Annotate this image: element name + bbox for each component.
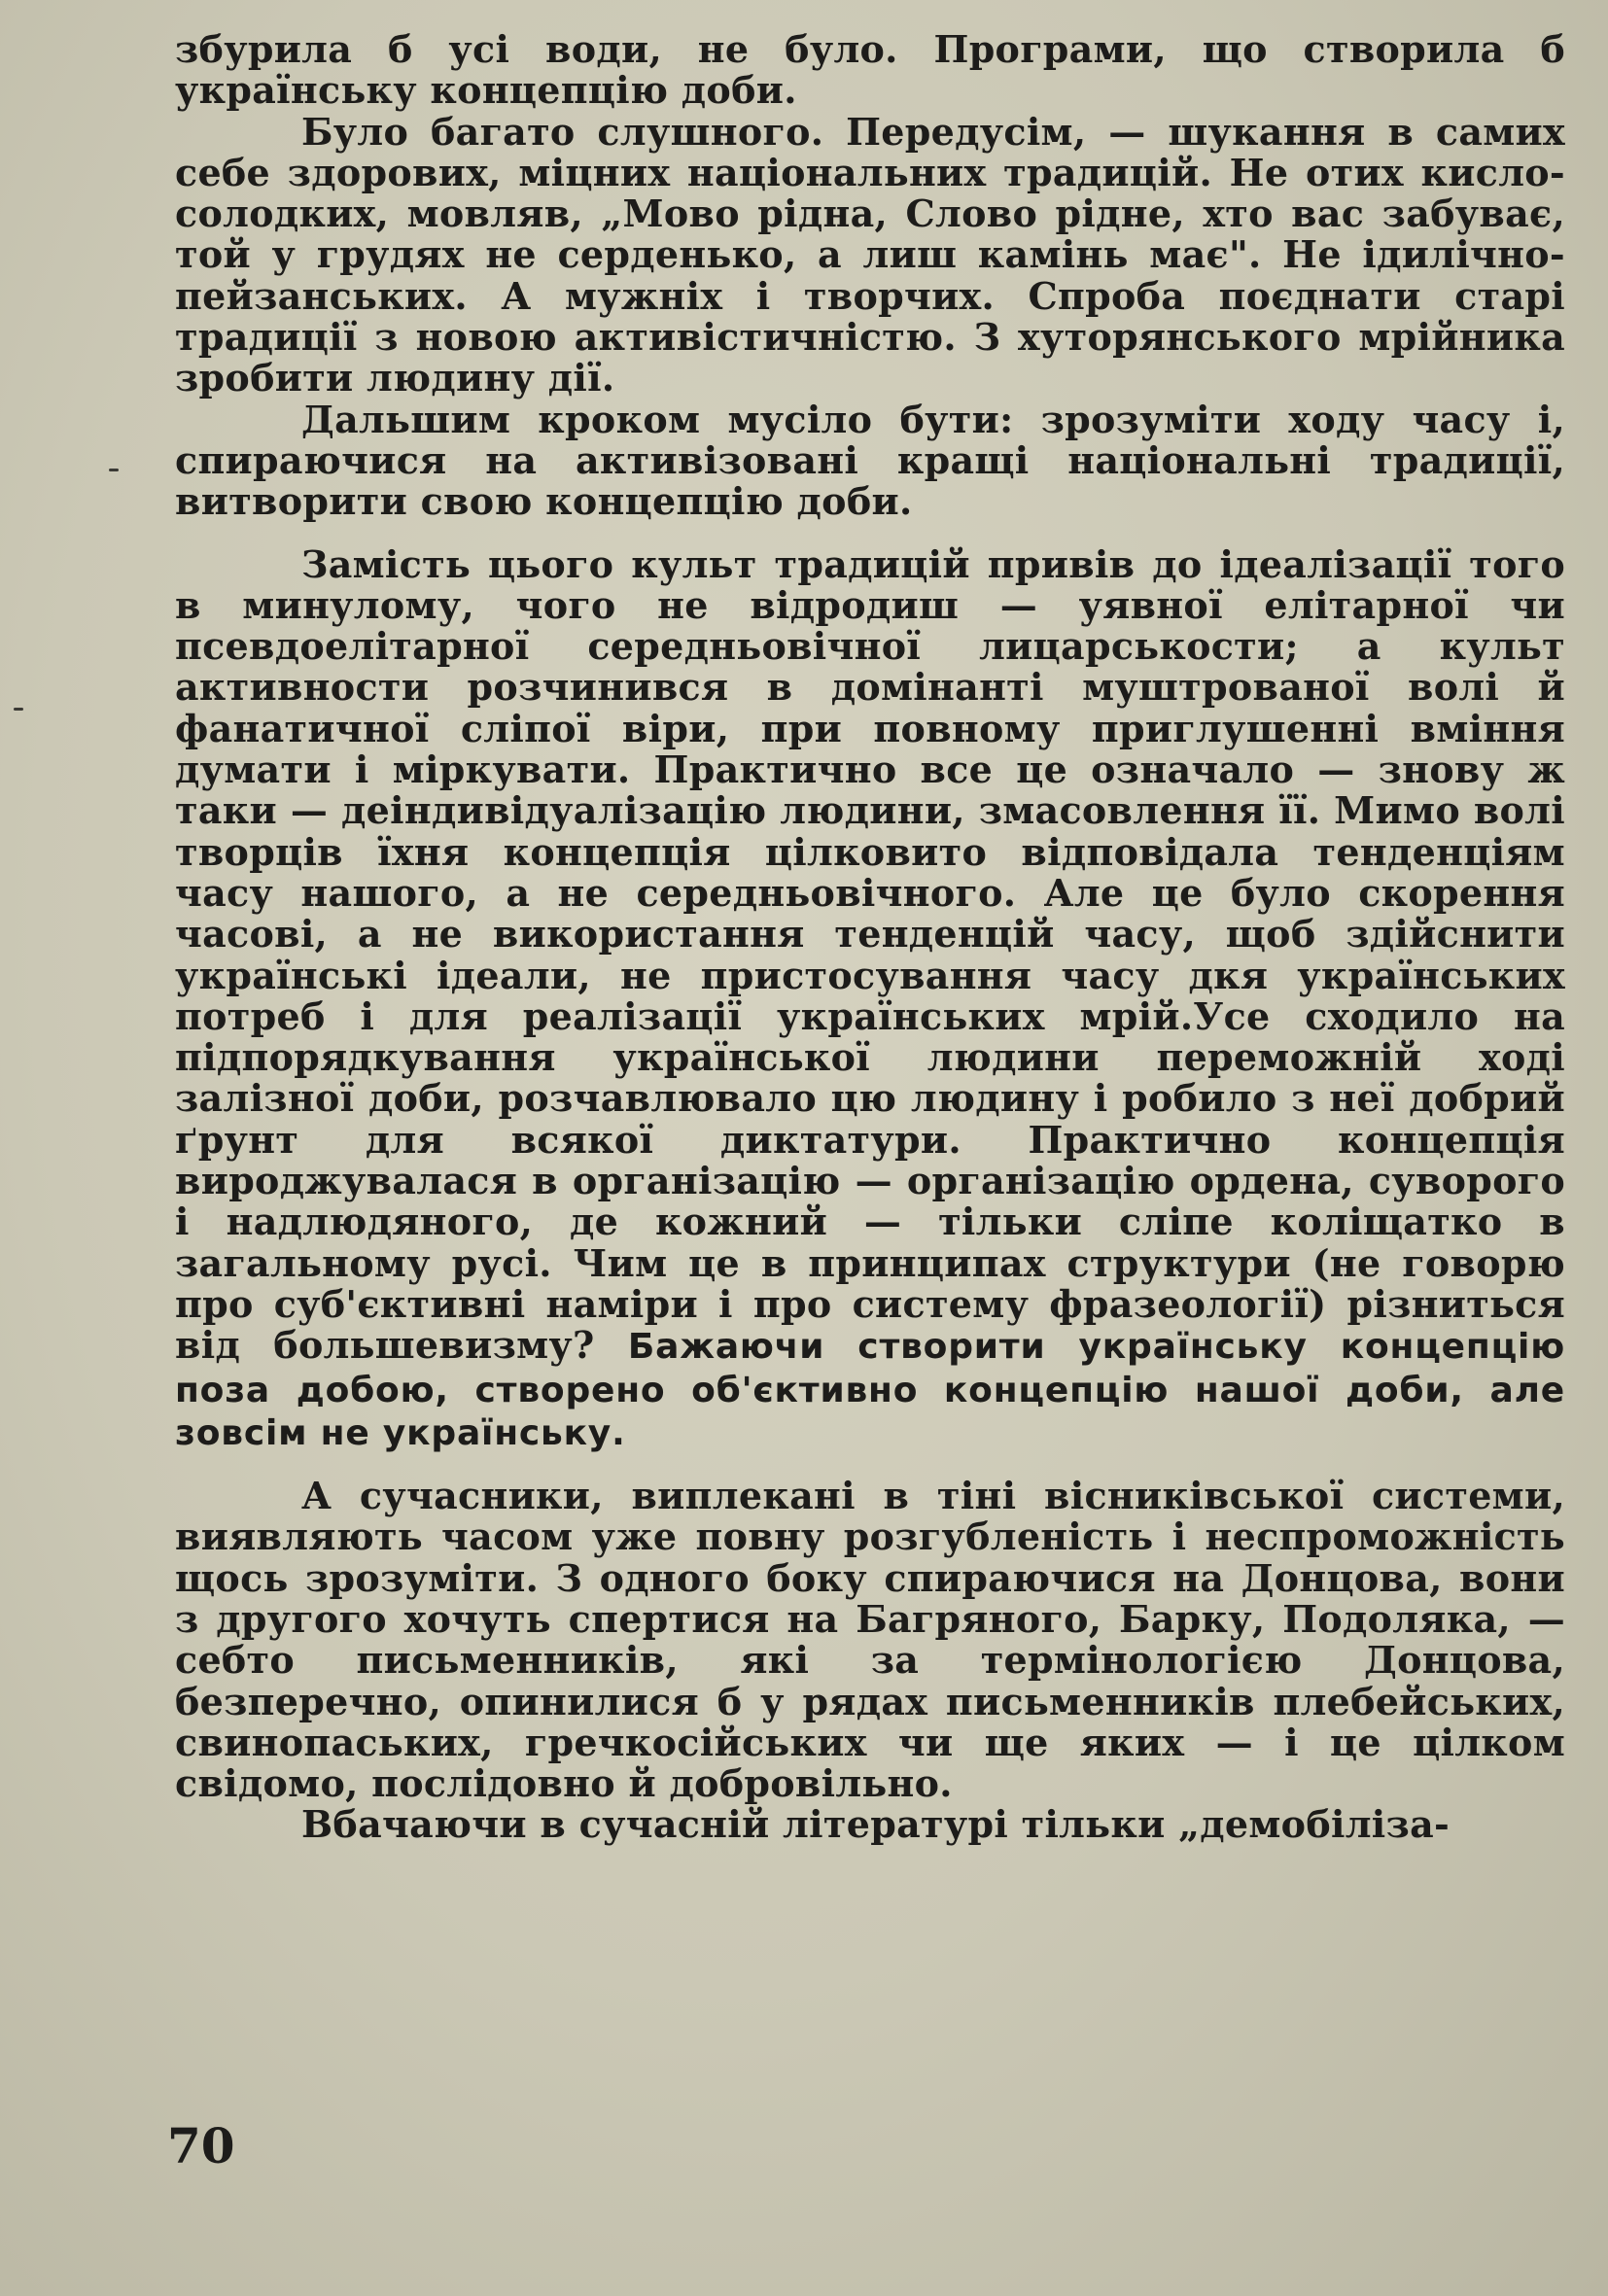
- emphasized-conclusion: Бажаючи створити українську концепцію поза добою, створено об'єктивно концепцію нашої доби, але зовсім не українську.: [175, 1327, 1565, 1453]
- margin-mark: [109, 469, 119, 471]
- page-number: 70: [167, 2117, 235, 2174]
- body-text: [175, 29, 1565, 1846]
- paragraph-4: [175, 541, 1565, 1455]
- paragraph-4-text: Замість цього культ традицій привів до ідеалізації того в минулому, чого не відродиш — уявної елітарної чи псевдоелітарної середньовічної лицарськости; а культ активности розчинився в домінанті муштрованої волі й фанатичної сліпої віри, при повному приглушенні вміння думати і міркувати. Практично все це означало — знову ж таки — деіндивідуалізацію людини, змасовлення її. Мимо волі творців їхня концепція цілковито відповідала тенденціям часу нашого, а не середньовічного. Але це було скорення часові, а не використання тенденцій часу, щоб здійснити українські ідеали, не пристосування часу дкя українських потреб і для реалізації українських мрій.Усе сходило на підпорядкування української людини переможній ході залізної доби, розчавлювало цю людину і робило з неї добрий ґрунт для всякої диктатури. Практично концепція вироджувалася в організацію — організацію ордена, суворого і надлюдяного, де кожний — тільки сліпе коліщатко в загальному русі. Чим це в принципах структури (не говорю про суб'єктивні наміри і про систему фразеології) різниться від большевизму?: [175, 541, 1565, 1368]
- margin-mark: [14, 708, 23, 711]
- paragraph-3: Дальшим кроком мусіло бути: зрозуміти ходу часу і, спираючися на активізовані кращі національні традиції, витворити свою концепцію доби.: [175, 397, 1565, 524]
- paragraph-5: А сучасники, виплекані в тіні вісниківської системи, виявляють часом уже повну розгубленість і неспроможність щось зрозуміти. З одного боку спираючися на Донцова, вони з другого хочуть спертися на Багряного, Барку, Подоляка, — себто письменників, які за термінологією Донцова, безперечно, опинилися б у рядах письменників плебейських, свинопаських, гречкосійських чи ще яких — і це цілком свідомо, послідовно й добровільно.: [175, 1474, 1565, 1806]
- paragraph-1: збурила б усі води, не було. Програми, що створила б українську концепцію доби.: [175, 27, 1565, 113]
- paragraph-2: Було багато слушного. Передусім, — шукання в самих себе здорових, міцних національних традицій. Не отих кисло-солодких, мовляв, „Мово рідна, Слово рідне, хто вас забуває, той у грудях не серденько, а лиш камінь має". Не ідилічно-пейзанських. А мужніх і творчих. Спроба поєднати старі традиції з новою активістичністю. З хуторянського мрійника зробити людину дії.: [175, 109, 1565, 400]
- paragraph-6: Вбачаючи в сучасній літературі тільки „демобіліза-: [301, 1802, 1451, 1847]
